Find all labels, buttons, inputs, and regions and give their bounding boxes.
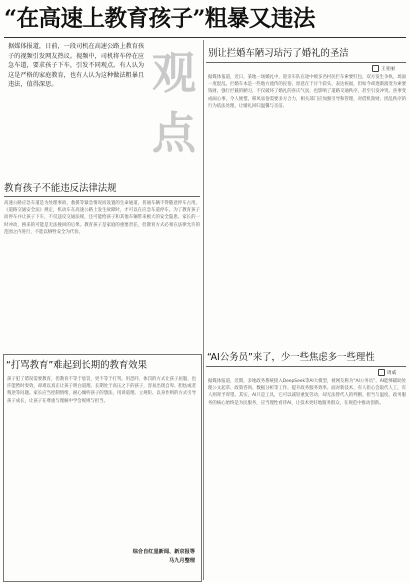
- right-top-rule: [206, 62, 406, 63]
- intro-text: 据媒体报道，日前，一段司机在高速公路上教育孩子的视频引发网友热议。视频中，司机将车停在应急车道，要求孩子下车，引发不同观点。有人认为这是严格的家庭教育，也有人认为这种做法粗暴且违法，值得深思。: [8, 43, 145, 89]
- column-divider: [203, 40, 204, 580]
- main-headline: “在高速上教育孩子”粗暴又违法: [4, 6, 315, 32]
- box-subhead: “打骂教育”难起到长期的教育效果: [6, 360, 147, 371]
- left-article-subhead: 教育孩子不能违反法律法规: [4, 183, 117, 194]
- author-icon: [372, 65, 379, 72]
- signature-line1: 综合自红星新闻、新京报等: [132, 549, 195, 555]
- right-bottom-subhead: “AI公务员”来了，少一些焦虑多一些理性: [207, 352, 375, 363]
- box-body: 孩子犯了错误需要教育，但教育不等于惩罚，更不等于打骂。用恐吓、体罚的方式让孩子屈服，也许能暂时奏效，却难以真正让孩子明白道理。长期处于高压之下的孩子，容易出现自卑、胆怯或者叛逆等问题。家长应当控制情绪，耐心倾听孩子的想法，用讲道理、立规矩、以身作则的方式引导孩子成长，让孩子在尊重与理解中学会规则与担当。: [7, 377, 196, 404]
- right-top-body: 据媒体报道，近日，某地一场婚礼中，迎亲车队在途中被多名村民拦车索要红包，双方发生争执，场面一度混乱。拦婚车本是一些地方流传的民俗，原意在于讨个彩头、表达祝福，但如今却逐渐演变为索要钱财、强行拦截的陋习，不仅破坏了婚礼的喜庆气氛，也影响了道路交通秩序，甚至引发冲突。喜事变成闹心事，令人惋惜。移风易俗需要多方合力，相关部门应加强引导和管理，对借机敛财、扰乱秩序的行为依法处理，让婚礼回归温馨与圣洁。: [208, 75, 406, 109]
- headline-rule: [4, 37, 406, 38]
- right-top-subhead: 别让拦婚车陋习玷污了婚礼的圣洁: [208, 48, 349, 59]
- watermark: 观点: [152, 48, 196, 159]
- right-bottom-body: 据媒体报道，近期，多地政务系统接入DeepSeek等AI大模型，被网友称为“AI公务员”。AI能够辅助处理公文起草、政策咨询、数据分析等工作，提升政务服务效率。面对新技术，有人担心会取代人工，有人则寄予厚望。其实，AI只是工具，它可以减轻重复劳动，却无法替代人的判断、担当与温度。政务服务的核心始终是为民服务，应当理性看待AI，让技术更好地服务群众，在规范中推动创新。: [208, 379, 406, 406]
- left-article-body: 高速公路应急车道是为处理事故、救援等紧急情况而设置的生命通道，普通车辆不得随意停车占用。《道路交通安全法》规定，机动车在高速公路上发生故障时，才可以在应急车道停车。为了教育孩子而停车并让孩子下车，不仅违反交通法规，还可能给孩子和其他车辆带来极大的安全隐患。家长的一时冲动，换来的可能是无法挽回的后果。教育孩子是家庭的重要责任，但教育方式必须在法律允许的范围之内进行，不能以牺牲安全为代价。: [4, 201, 200, 235]
- author-icon: [378, 369, 385, 376]
- right-bottom-byline: [378, 369, 396, 376]
- right-top-byline: [372, 65, 395, 72]
- right-bottom-rule: [206, 366, 406, 367]
- signature-line2: 马九月整理: [169, 558, 195, 564]
- right-bottom-author: 周威: [387, 371, 397, 376]
- left-subhead-rule: [4, 196, 200, 197]
- right-top-author: 王亚丽: [381, 67, 395, 72]
